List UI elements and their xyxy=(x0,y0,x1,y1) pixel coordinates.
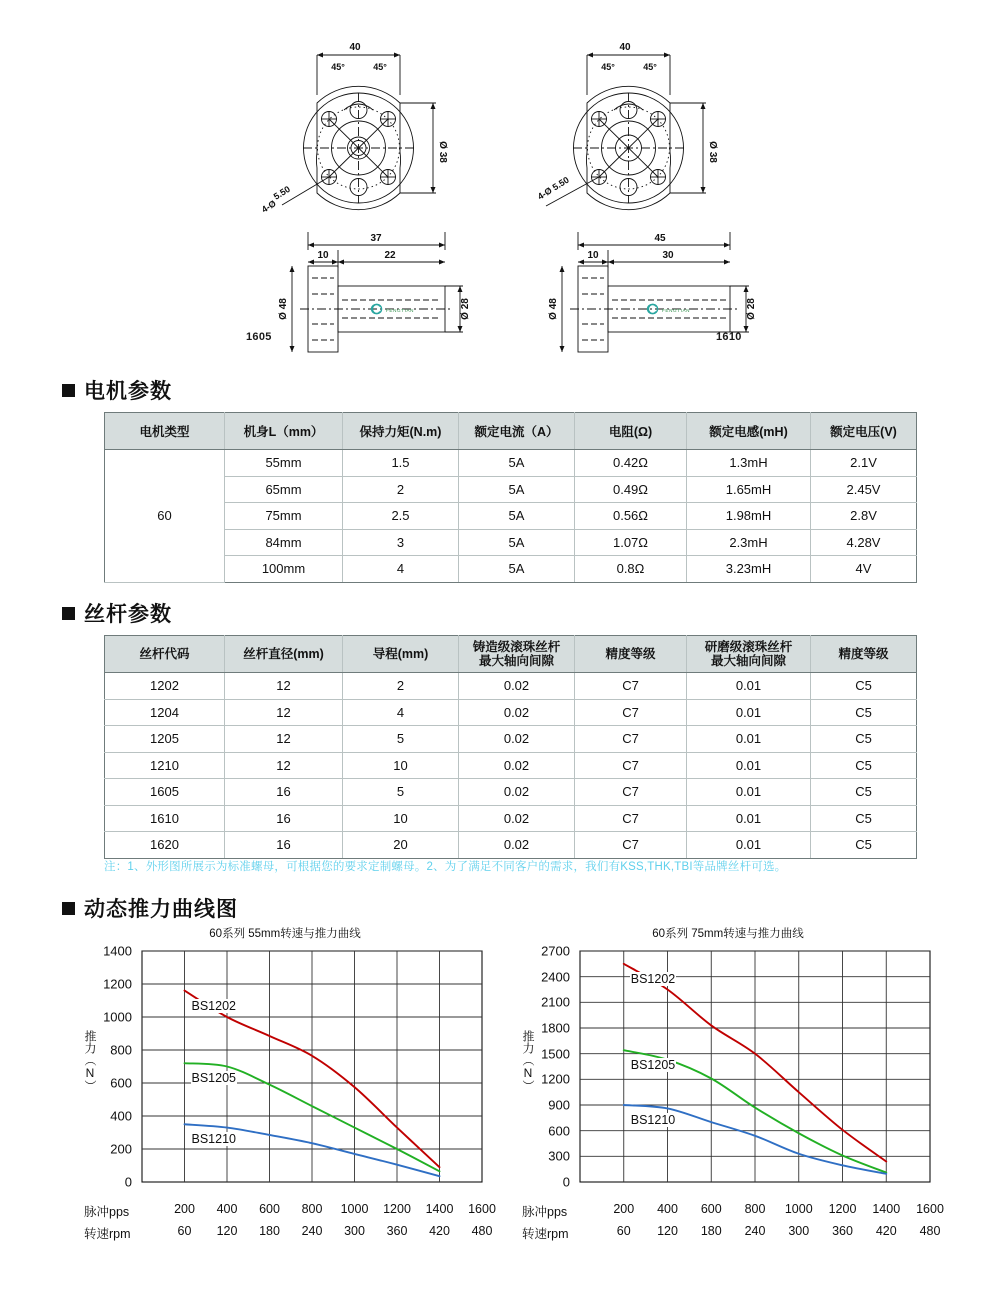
dim-dia48-right: Ø 48 xyxy=(548,298,559,320)
cell-grind-grade: C5 xyxy=(811,752,917,779)
col-header-cast-gap: 铸造级滚珠丝杆 最大轴向间隙 xyxy=(459,636,575,673)
x-axis-row-label: 脉冲pps xyxy=(522,1205,568,1219)
series-label-bs1205: BS1205 xyxy=(191,1071,236,1086)
y-tick-label: 600 xyxy=(110,1075,132,1091)
x-tick-label: 300 xyxy=(344,1224,365,1238)
table-row xyxy=(105,503,917,530)
x-tick-label: 240 xyxy=(301,1224,323,1238)
series-label-bs1210: BS1210 xyxy=(630,1113,676,1127)
dim-hole-left-1: 5.50 xyxy=(271,183,292,202)
col-header-grind-grade: 精度等级 xyxy=(811,636,917,673)
brand-logo-right xyxy=(648,304,690,313)
x-tick-label: 180 xyxy=(259,1224,280,1238)
dim-width-left: 40 xyxy=(349,42,361,53)
cell-grind-grade: C5 xyxy=(811,699,917,726)
col-header-cast-grade: 精度等级 xyxy=(575,636,687,673)
cell-inductance: 3.23mH xyxy=(687,556,811,583)
dim-dia38-left: Ø 38 xyxy=(437,141,448,163)
x-tick-label: 1200 xyxy=(383,1202,411,1216)
cell-current: 5A xyxy=(459,503,575,530)
x-axis-row-label: 转速rpm xyxy=(522,1227,569,1241)
cell-cast-grade: C7 xyxy=(575,752,687,779)
cell-resistance: 0.42Ω xyxy=(575,450,687,477)
section-title-motor: 电机参数 xyxy=(84,380,172,403)
table-header-row xyxy=(105,413,917,450)
y-axis-label: 推力（N） xyxy=(521,1029,535,1092)
cell-lead: 4 xyxy=(343,699,459,726)
x-tick-label: 120 xyxy=(216,1224,238,1238)
screw-table-body xyxy=(105,673,917,859)
cell-torque: 3 xyxy=(343,529,459,556)
cell-body-length: 100mm xyxy=(225,556,343,583)
cell-screw-code: 1205 xyxy=(105,726,225,753)
y-tick-label: 2400 xyxy=(541,969,570,985)
bullet-icon xyxy=(62,384,75,397)
x-tick-label: 200 xyxy=(613,1202,635,1216)
chart-55mm xyxy=(80,925,496,1270)
chart-title: 60系列 55mm转速与推力曲线 xyxy=(209,928,361,940)
series-label-bs1210: BS1210 xyxy=(191,1132,236,1147)
dim-len-right: 45 xyxy=(654,233,666,244)
x-tick-label: 1600 xyxy=(916,1202,944,1216)
cell-lead: 20 xyxy=(343,832,459,859)
y-tick-label: 2700 xyxy=(541,943,570,959)
table-header-row xyxy=(105,636,917,673)
x-tick-label: 1200 xyxy=(828,1202,857,1216)
y-tick-label: 1200 xyxy=(103,976,132,992)
drawing-model-right: 1610 xyxy=(716,331,742,343)
cell-cast-grade: C7 xyxy=(575,832,687,859)
cell-screw-diameter: 12 xyxy=(225,699,343,726)
cell-resistance: 0.8Ω xyxy=(575,556,687,583)
bullet-icon xyxy=(62,902,75,915)
dim-dia48-left: Ø 48 xyxy=(278,298,289,320)
x-tick-label: 360 xyxy=(832,1224,853,1238)
x-tick-label: 60 xyxy=(616,1224,631,1238)
table-row xyxy=(105,529,917,556)
cell-current: 5A xyxy=(459,529,575,556)
section-title-curves: 动态推力曲线图 xyxy=(84,898,238,921)
cell-grind-grade: C5 xyxy=(811,779,917,806)
cell-voltage: 2.1V xyxy=(811,450,917,477)
cell-body-length: 84mm xyxy=(225,529,343,556)
cell-resistance: 1.07Ω xyxy=(575,529,687,556)
cell-lead: 10 xyxy=(343,805,459,832)
x-tick-label: 1000 xyxy=(340,1202,369,1216)
y-tick-label: 1500 xyxy=(541,1046,570,1062)
cell-lead: 5 xyxy=(343,779,459,806)
col-header-body-length: 机身L（mm） xyxy=(225,413,343,450)
svg-text:FENGTIAN: FENGTIAN xyxy=(662,308,691,313)
table-row xyxy=(105,832,917,859)
cell-grind-gap: 0.01 xyxy=(687,805,811,832)
x-tick-label: 400 xyxy=(216,1202,238,1216)
dim-seg2-right: 30 xyxy=(662,250,674,261)
table-row xyxy=(105,673,917,700)
technical-drawings xyxy=(0,0,1000,365)
table-row xyxy=(105,556,917,583)
cell-screw-diameter: 16 xyxy=(225,832,343,859)
cell-inductance: 1.3mH xyxy=(687,450,811,477)
dim-angle-right-1: 45° xyxy=(601,62,615,72)
section-heading-curves xyxy=(62,893,238,923)
cell-resistance: 0.56Ω xyxy=(575,503,687,530)
y-axis-label: 推力（N） xyxy=(83,1029,97,1092)
cell-voltage: 4.28V xyxy=(811,529,917,556)
cell-cast-grade: C7 xyxy=(575,699,687,726)
dim-seg2-left: 22 xyxy=(384,250,396,261)
x-tick-label: 200 xyxy=(174,1202,195,1216)
table-row xyxy=(105,699,917,726)
cell-voltage: 2.45V xyxy=(811,476,917,503)
chart-plot xyxy=(518,925,938,1270)
cell-screw-code: 1210 xyxy=(105,752,225,779)
x-tick-label: 800 xyxy=(744,1202,766,1216)
cell-grind-gap: 0.01 xyxy=(687,726,811,753)
x-tick-label: 240 xyxy=(744,1224,766,1238)
cell-lead: 10 xyxy=(343,752,459,779)
cell-screw-code: 1204 xyxy=(105,699,225,726)
cell-voltage: 4V xyxy=(811,556,917,583)
col-header-voltage: 额定电压(V) xyxy=(811,413,917,450)
cell-cast-grade: C7 xyxy=(575,726,687,753)
table-row xyxy=(105,752,917,779)
x-tick-label: 800 xyxy=(301,1202,323,1216)
col-header-inductance: 额定电感(mH) xyxy=(687,413,811,450)
y-tick-label: 600 xyxy=(548,1123,570,1139)
table-row xyxy=(105,476,917,503)
dim-angle-left-1: 45° xyxy=(331,62,345,72)
cell-screw-diameter: 12 xyxy=(225,752,343,779)
table-row xyxy=(105,805,917,832)
cell-lead: 5 xyxy=(343,726,459,753)
drawing-model-left: 1605 xyxy=(246,331,272,343)
cell-grind-grade: C5 xyxy=(811,673,917,700)
screw-parameters-table xyxy=(104,635,917,859)
cell-lead: 2 xyxy=(343,673,459,700)
x-tick-label: 600 xyxy=(259,1202,280,1216)
cell-cast-grade: C7 xyxy=(575,673,687,700)
y-tick-label: 400 xyxy=(110,1108,132,1124)
cell-cast-gap: 0.02 xyxy=(459,779,575,806)
screw-note: 注：1、外形图所展示为标准螺母，可根据您的要求定制螺母。2、为了满足不同客户的需求，我们有KSS,THK,TBI等品牌丝杆可选。 xyxy=(104,861,787,873)
cell-cast-gap: 0.02 xyxy=(459,726,575,753)
y-tick-label: 0 xyxy=(124,1174,132,1190)
section-title-screw: 丝杆参数 xyxy=(84,603,172,626)
svg-text:FENGTIAN: FENGTIAN xyxy=(386,308,415,313)
cell-cast-gap: 0.02 xyxy=(459,752,575,779)
cell-cast-gap: 0.02 xyxy=(459,673,575,700)
x-tick-label: 400 xyxy=(657,1202,678,1216)
y-tick-label: 900 xyxy=(548,1097,570,1113)
x-tick-label: 60 xyxy=(177,1224,192,1238)
dim-hole-left-2: 4-Ø xyxy=(259,198,278,215)
x-tick-label: 1400 xyxy=(872,1202,901,1216)
brand-logo-left xyxy=(372,304,414,313)
series-label-bs1202: BS1202 xyxy=(630,971,676,986)
x-tick-label: 360 xyxy=(386,1224,408,1238)
cell-cast-gap: 0.02 xyxy=(459,805,575,832)
dim-dia28-right: Ø 28 xyxy=(746,298,757,320)
dim-seg1-left: 10 xyxy=(317,250,329,261)
cell-body-length: 65mm xyxy=(225,476,343,503)
cell-screw-code: 1605 xyxy=(105,779,225,806)
dim-angle-right-2: 45° xyxy=(643,62,657,72)
x-tick-label: 180 xyxy=(700,1224,722,1238)
dim-seg1-right: 10 xyxy=(587,250,599,261)
cell-screw-code: 1620 xyxy=(105,832,225,859)
x-tick-label: 480 xyxy=(919,1224,941,1238)
cell-inductance: 1.98mH xyxy=(687,503,811,530)
cell-screw-diameter: 12 xyxy=(225,726,343,753)
col-header-screw-diameter: 丝杆直径(mm) xyxy=(225,636,343,673)
x-tick-label: 1000 xyxy=(784,1202,813,1216)
cell-grind-grade: C5 xyxy=(811,726,917,753)
cell-grind-grade: C5 xyxy=(811,832,917,859)
x-tick-label: 600 xyxy=(700,1202,722,1216)
cell-grind-gap: 0.01 xyxy=(687,699,811,726)
cell-torque: 1.5 xyxy=(343,450,459,477)
cell-grind-gap: 0.01 xyxy=(687,673,811,700)
y-tick-label: 0 xyxy=(562,1174,570,1190)
col-header-screw-code: 丝杆代码 xyxy=(105,636,225,673)
table-row xyxy=(105,726,917,753)
dim-len-left: 37 xyxy=(370,233,382,244)
x-tick-label: 1600 xyxy=(468,1202,496,1216)
cell-grind-grade: C5 xyxy=(811,805,917,832)
cell-cast-gap: 0.02 xyxy=(459,699,575,726)
motor-table-body xyxy=(105,450,917,583)
cell-screw-code: 1202 xyxy=(105,673,225,700)
dim-angle-left-2: 45° xyxy=(373,62,387,72)
x-tick-label: 1400 xyxy=(425,1202,454,1216)
cell-body-length: 75mm xyxy=(225,503,343,530)
dim-width-right: 40 xyxy=(619,42,631,53)
cell-cast-gap: 0.02 xyxy=(459,832,575,859)
table-row xyxy=(105,779,917,806)
cell-current: 5A xyxy=(459,476,575,503)
bullet-icon xyxy=(62,607,75,620)
cell-torque: 2 xyxy=(343,476,459,503)
col-header-resistance: 电阻(Ω) xyxy=(575,413,687,450)
cell-grind-gap: 0.01 xyxy=(687,752,811,779)
col-header-lead: 导程(mm) xyxy=(343,636,459,673)
cell-inductance: 1.65mH xyxy=(687,476,811,503)
cell-screw-diameter: 16 xyxy=(225,779,343,806)
chart-plot xyxy=(80,925,490,1270)
col-header-torque: 保持力矩(N.m) xyxy=(343,413,459,450)
cell-screw-diameter: 16 xyxy=(225,805,343,832)
cell-resistance: 0.49Ω xyxy=(575,476,687,503)
cell-screw-diameter: 12 xyxy=(225,673,343,700)
cell-torque: 4 xyxy=(343,556,459,583)
motor-parameters-table xyxy=(104,412,917,583)
chart-75mm xyxy=(518,925,944,1270)
col-header-current: 额定电流（A） xyxy=(459,413,575,450)
y-tick-label: 2100 xyxy=(541,994,570,1010)
x-axis-row-label: 脉冲pps xyxy=(84,1205,130,1219)
x-tick-label: 420 xyxy=(875,1224,897,1238)
section-heading-screw xyxy=(62,598,172,628)
cell-motor-type: 60 xyxy=(105,450,225,583)
y-tick-label: 1800 xyxy=(541,1020,570,1036)
x-axis-row-label: 转速rpm xyxy=(84,1227,131,1241)
series-label-bs1205: BS1205 xyxy=(630,1058,676,1073)
y-tick-label: 200 xyxy=(110,1141,132,1157)
cell-cast-grade: C7 xyxy=(575,805,687,832)
series-label-bs1202: BS1202 xyxy=(191,998,236,1013)
dim-hole-right: 4-Ø 5.50 xyxy=(535,174,571,202)
x-tick-label: 420 xyxy=(429,1224,450,1238)
cell-current: 5A xyxy=(459,556,575,583)
x-tick-label: 480 xyxy=(471,1224,493,1238)
x-tick-label: 300 xyxy=(788,1224,810,1238)
cell-current: 5A xyxy=(459,450,575,477)
table-row xyxy=(105,450,917,477)
y-tick-label: 800 xyxy=(110,1042,132,1058)
section-heading-motor xyxy=(62,375,172,405)
cell-cast-grade: C7 xyxy=(575,779,687,806)
y-tick-label: 1400 xyxy=(103,943,132,959)
drawing-1605 xyxy=(240,0,540,365)
cell-torque: 2.5 xyxy=(343,503,459,530)
drawing-1610 xyxy=(510,0,810,365)
y-tick-label: 1200 xyxy=(541,1071,570,1087)
cell-grind-gap: 0.01 xyxy=(687,832,811,859)
dim-dia28-left: Ø 28 xyxy=(460,298,471,320)
y-tick-label: 300 xyxy=(548,1148,570,1164)
col-header-grind-gap: 研磨级滚珠丝杆 最大轴向间隙 xyxy=(687,636,811,673)
cell-grind-gap: 0.01 xyxy=(687,779,811,806)
cell-voltage: 2.8V xyxy=(811,503,917,530)
x-tick-label: 120 xyxy=(657,1224,678,1238)
cell-body-length: 55mm xyxy=(225,450,343,477)
chart-title: 60系列 75mm转速与推力曲线 xyxy=(652,928,804,940)
cell-inductance: 2.3mH xyxy=(687,529,811,556)
cell-screw-code: 1610 xyxy=(105,805,225,832)
y-tick-label: 1000 xyxy=(103,1009,132,1025)
dim-dia38-right: Ø 38 xyxy=(707,141,718,163)
col-header-motor-type: 电机类型 xyxy=(105,413,225,450)
